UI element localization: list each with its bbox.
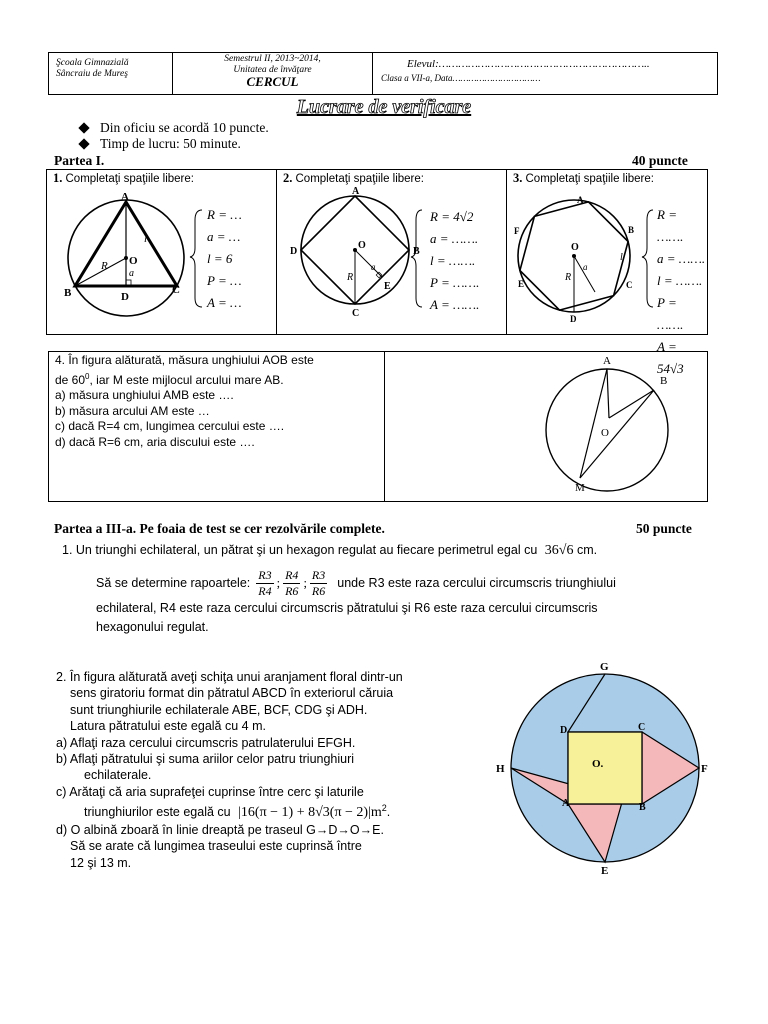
label-a: a xyxy=(371,262,376,272)
student-cell xyxy=(373,53,717,94)
problem2-number: 2. xyxy=(283,171,293,185)
label-F: F xyxy=(514,226,520,236)
class-label: Clasa a VII-a, Data…………………………… xyxy=(381,73,541,83)
problem1-cell xyxy=(47,170,276,334)
problem3-number: 3. xyxy=(513,171,523,185)
label-C: C xyxy=(172,284,180,296)
label-D: D xyxy=(121,291,129,303)
label-R: R xyxy=(565,272,572,283)
problem4-intro2 xyxy=(55,369,384,389)
unit-label: Unitatea de învăţare xyxy=(233,65,312,75)
label-C: C xyxy=(352,308,360,319)
fraction-r4-r6 xyxy=(283,568,300,599)
p2-item-c: c) Arătaţi că aria suprafeţei cuprinse între cerc şi laturile xyxy=(56,784,364,799)
problem2-text: Completaţi spaţiile libere: xyxy=(295,173,424,185)
problem1-text: Completaţi spaţiile libere: xyxy=(65,173,194,185)
p1-line2-post: unde R3 este raza cercului circumscris triunghiului xyxy=(337,576,616,590)
label-R: R xyxy=(347,272,354,283)
eq-A: A = ……. xyxy=(430,297,480,312)
label-G: G xyxy=(600,661,609,673)
part3-points: 50 puncte xyxy=(636,521,692,536)
student-label: Elevul:……………………………………………………….. xyxy=(407,58,650,70)
square-ABCD xyxy=(568,732,642,804)
eq-l: l = ……. xyxy=(657,273,703,288)
part1-title: Partea I. xyxy=(54,153,105,168)
label-O: O xyxy=(571,242,579,253)
floral-arrangement-figure xyxy=(490,660,720,878)
eq-A: A = 54√3 xyxy=(657,339,684,376)
eq-l: l = ……. xyxy=(430,253,476,268)
problem2-cell xyxy=(276,170,506,334)
problem4-text xyxy=(49,352,385,501)
label-C: C xyxy=(626,280,633,290)
hexagon-in-circle-figure xyxy=(507,170,657,334)
p2-formula-line: triunghiurilor este egală cu $|16(\pi - 1) + 8√3(\pi - 2)|m^2$. xyxy=(84,803,391,821)
part1-points: 40 puncte xyxy=(632,153,688,168)
problem3-cell xyxy=(506,170,706,376)
intro2-post: , iar M este mijlocul arcului mare AB. xyxy=(89,372,284,387)
label-a: a xyxy=(583,262,588,272)
diamond-bullet-icon xyxy=(78,138,89,149)
problem1-number: 1. xyxy=(53,171,63,185)
p2-line: sens giratoriu format din pătratul ABCD în exteriorul căruia xyxy=(70,686,394,701)
bullet-text: Timp de lucru: 50 minute. xyxy=(100,136,241,151)
eq-R: R = ……. xyxy=(657,207,684,244)
p2-line: 2. În figura alăturată aveţi schiţa unui aranjament floral dintr-un xyxy=(56,670,403,684)
label-E: E xyxy=(601,865,609,877)
diamond-bullet-icon xyxy=(78,122,89,133)
label-D: D xyxy=(290,246,298,257)
problem4-box xyxy=(48,351,708,502)
area-formula-exponent: 2 xyxy=(381,803,387,814)
label-R: R xyxy=(101,260,108,272)
p2-line: triunghiurilor este egală cu xyxy=(84,805,231,820)
fraction-denominator: R6 xyxy=(311,584,326,598)
label-D: D xyxy=(570,314,577,324)
label-F: F xyxy=(701,763,708,775)
p1-perimeter-value: 36√6 xyxy=(544,543,574,558)
unit-name: CERCUL xyxy=(246,74,299,89)
semester: Semestrul II, 2013~2014, xyxy=(224,54,321,64)
problem4-item-b: b) măsura arcului AM este … xyxy=(55,403,210,418)
label-H: H xyxy=(496,763,505,775)
problem4-item-d: d) dacă R=6 cm, aria discului este …. xyxy=(55,434,255,449)
label-E: E xyxy=(384,281,391,292)
intro2-pre: de 60 xyxy=(55,372,86,387)
fraction-denominator: R6 xyxy=(285,584,299,598)
p2-line: sunt triunghiurile echilaterale ABE, BCF, CDG şi ADH. xyxy=(70,702,368,717)
p2-line: 12 şi 13 m. xyxy=(70,855,132,870)
label-B: B xyxy=(660,375,668,387)
square-in-circle-figure xyxy=(277,170,427,334)
eq-A: A = … xyxy=(207,295,242,310)
label-A: A xyxy=(352,186,360,197)
school-cell xyxy=(49,53,173,94)
eq-P: P = ……. xyxy=(430,275,480,290)
label-A: A xyxy=(577,195,584,205)
label-A: A xyxy=(603,355,611,367)
bullet-text: Din oficiu se acordă 10 puncte. xyxy=(100,120,269,135)
label-l: l xyxy=(144,233,148,245)
label-D: D xyxy=(560,725,568,736)
p2-item-b: b) Aflaţi pătratului şi suma ariilor celor patru triunghiuri xyxy=(56,752,355,767)
problem4-item-c: c) dacă R=4 cm, lungimea cercului este …. xyxy=(55,419,285,433)
label-O: O xyxy=(129,255,138,267)
fraction-r3-r6 xyxy=(310,568,327,599)
fraction-numerator: R4 xyxy=(285,568,299,582)
bullet-item xyxy=(80,136,269,152)
eq-l: l = 6 xyxy=(207,251,233,266)
bullet-item xyxy=(80,120,269,136)
part3-title: Partea a III-a. Pe foaia de test se cer rezolvările complete. xyxy=(54,521,385,536)
header-table xyxy=(48,52,718,95)
label-O: O xyxy=(601,427,609,439)
p2-line: Să se arate că lungimea traseului este cuprinsă între xyxy=(70,839,362,854)
label-O: O xyxy=(358,240,366,251)
label-B: B xyxy=(64,287,72,299)
label-a: a xyxy=(129,268,134,279)
problem-p1-line3: echilateral, R4 este raza cercului circumscris pătratului şi R6 este raza cercului circumscris xyxy=(96,601,598,615)
triangle-in-circle-figure xyxy=(47,170,207,334)
p1-unit: cm. xyxy=(576,543,598,557)
problem1-equations xyxy=(207,204,242,314)
eq-P: P = … xyxy=(207,273,242,288)
p1-line2-text: Să se determine rapoartele: xyxy=(96,576,251,590)
problem2-equations xyxy=(430,206,479,316)
fraction-r3-r4 xyxy=(256,568,273,599)
school-line1: Şcoala Gimnazială xyxy=(56,58,129,68)
inscribed-angle-figure xyxy=(535,352,705,502)
label-B: B xyxy=(413,246,420,257)
label-A: A xyxy=(562,798,570,809)
label-B: B xyxy=(628,225,635,235)
label-O: O. xyxy=(592,758,604,770)
eq-a: a = … xyxy=(207,229,241,244)
p2-line: Latura pătratului este egală cu 4 m. xyxy=(70,719,266,734)
problem-p2-text xyxy=(56,669,403,871)
label-l: l xyxy=(620,252,623,263)
problem3-text: Completaţi spaţiile libere: xyxy=(525,173,654,185)
problem4-item-a: a) măsura unghiului AMB este …. xyxy=(55,388,234,402)
problem-p1-line4: hexagonului regulat. xyxy=(96,620,209,634)
eq-P: P = ……. xyxy=(657,295,684,332)
problem-p1-line1 xyxy=(62,542,597,559)
fraction-denominator: R4 xyxy=(258,584,272,598)
p2-item-a: a) Aflaţi raza cercului circumscris patrulaterului EFGH. xyxy=(56,735,356,750)
school-line2: Sâncraiu de Mureş xyxy=(56,69,128,79)
unit-cell xyxy=(173,53,373,94)
p2-item-d: d) O albină zboară în linie dreaptă pe traseul G→D→O→E. xyxy=(56,822,384,837)
bullet-list xyxy=(80,120,269,152)
fraction-numerator: R3 xyxy=(311,568,326,582)
eq-a: a = ……. xyxy=(657,251,706,266)
fraction-numerator: R3 xyxy=(258,568,272,582)
page-title: Lucrare de verificare xyxy=(296,96,472,118)
label-A: A xyxy=(121,191,129,203)
p1-line1-text: 1. Un triunghi echilateral, un pătrat şi un hexagon regulat au fiecare perimetrul egal cu xyxy=(62,543,538,557)
problem-p1-line2: Să se determine rapoartele: $\frac{R3}{R4}$ ; $\frac{R4}{R6}$ ; $\frac{R3}{R6}$ unde R3 este raza cercului circumscris triunghiului xyxy=(96,568,616,598)
label-E: E xyxy=(518,279,525,289)
p2-line: echilaterale. xyxy=(84,768,152,783)
label-M: M xyxy=(575,482,585,494)
eq-R: R = … xyxy=(207,207,242,222)
eq-a: a = ……. xyxy=(430,231,479,246)
eq-R: R = 4√2 xyxy=(430,209,474,224)
intro2-sup: 0 xyxy=(85,371,90,381)
label-C: C xyxy=(638,722,646,733)
problem4-intro1: 4. În figura alăturată, măsura unghiului AOB este xyxy=(55,353,314,367)
label-B: B xyxy=(639,802,646,813)
area-formula: |16(π − 1) + 8√3(π − 2)|m xyxy=(238,805,382,821)
